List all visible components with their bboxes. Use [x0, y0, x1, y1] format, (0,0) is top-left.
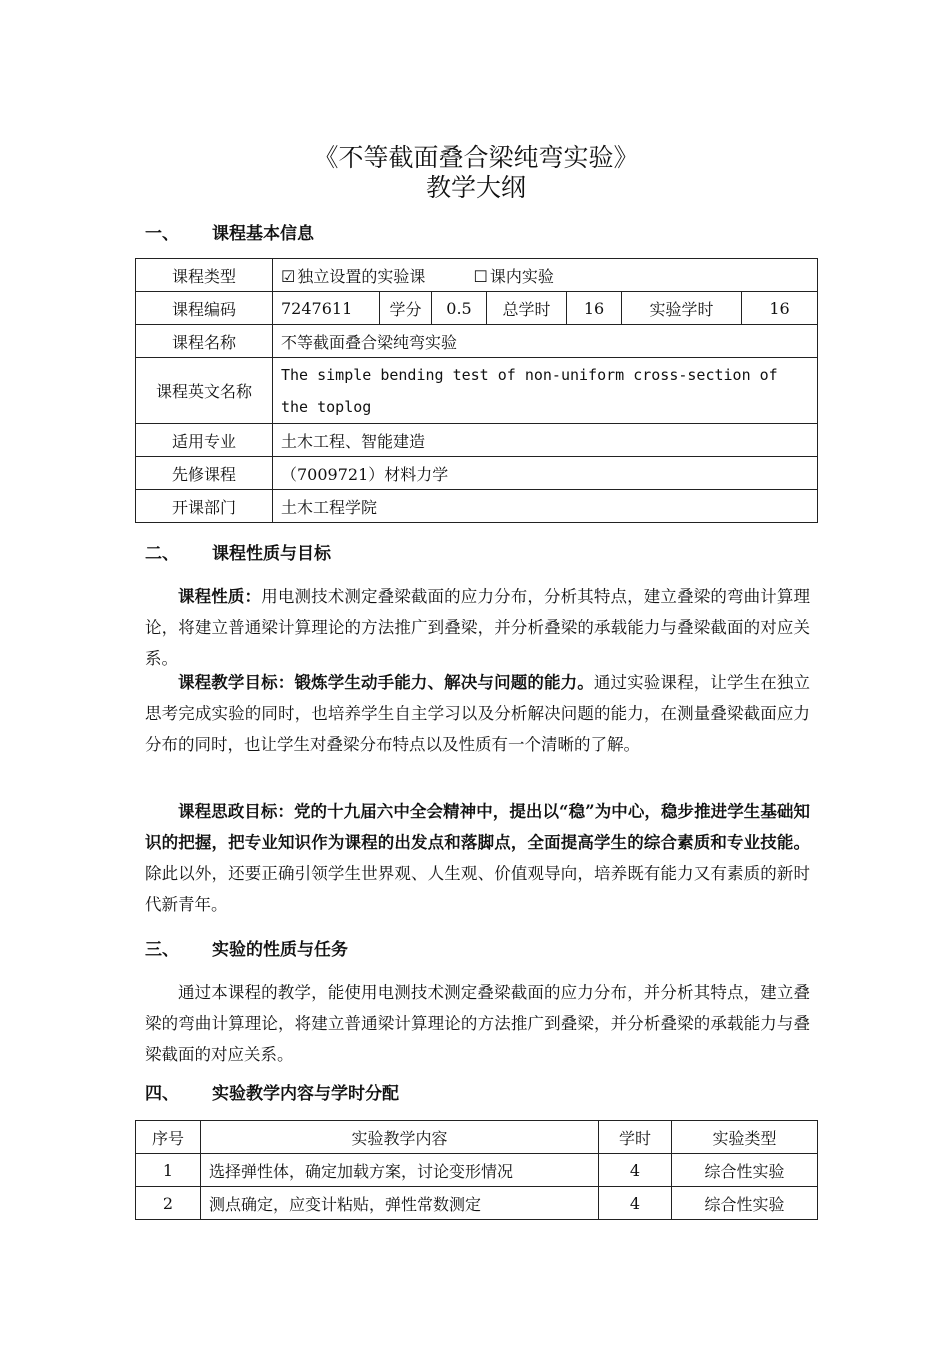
- course-type-option-1: 独立设置的实验课: [297, 266, 426, 286]
- ideology-goal-paragraph: [145, 796, 810, 920]
- row-hours: 4: [599, 1154, 672, 1187]
- course-info-table: [135, 258, 818, 523]
- section-heading-2: [145, 543, 331, 565]
- table-row: [136, 1187, 818, 1220]
- credit-value: 0.5: [432, 292, 487, 325]
- bold-lead: 课程思政目标：党的十九届六中全会精神中，提出以“稳”为中心，稳步推进学生基础知识的把握，把专业知识作为课程的出发点和落脚点，全面提高学生的综合素质和专业技能。: [145, 802, 810, 852]
- row-type: 综合性实验: [672, 1154, 818, 1187]
- lab-hours-value: 16: [742, 292, 818, 325]
- table-row: [136, 325, 818, 358]
- course-type-option-2: 课内实验: [489, 266, 554, 286]
- total-hours-label: 总学时: [487, 292, 567, 325]
- row-content: 测点确定，应变计粘贴，弹性常数测定: [201, 1187, 599, 1220]
- bold-lead: 课程性质：: [178, 587, 262, 606]
- paragraph-text: 用电测技术测定叠梁截面的应力分布，分析其特点，建立叠梁的弯曲计算理论，将建立普通梁计算理论的方法推广到叠梁，并分析叠梁的承载能力与叠梁截面的对应关系。: [145, 587, 811, 668]
- paragraph-text: 除此以外，还要正确引领学生世界观、人生观、价值观导向，培养既有能力又有素质的新时代新青年。: [145, 864, 810, 914]
- column-header: 实验类型: [672, 1121, 818, 1154]
- course-code-label: 课程编码: [136, 292, 273, 325]
- section-number: 三、: [145, 940, 179, 960]
- table-row: [136, 457, 818, 490]
- table-header-row: [136, 1121, 818, 1154]
- table-row: [136, 1154, 818, 1187]
- column-header: 序号: [136, 1121, 201, 1154]
- course-name-label: 课程名称: [136, 325, 273, 358]
- bold-lead: 课程教学目标：锻炼学生动手能力、解决与问题的能力。: [178, 673, 594, 692]
- column-header: 实验教学内容: [201, 1121, 599, 1154]
- english-name-label: 课程英文名称: [136, 358, 273, 424]
- content-hours-table: [135, 1120, 818, 1220]
- section-number: 一、: [145, 224, 179, 244]
- section-heading-4: [145, 1083, 399, 1105]
- row-type: 综合性实验: [672, 1187, 818, 1220]
- row-hours: 4: [599, 1187, 672, 1220]
- credit-label: 学分: [380, 292, 432, 325]
- course-type-value: [273, 259, 818, 292]
- section-title: 实验教学内容与学时分配: [212, 1084, 399, 1104]
- row-number: 2: [136, 1187, 201, 1220]
- section-title: 课程性质与目标: [212, 544, 331, 564]
- column-header: 学时: [599, 1121, 672, 1154]
- prerequisite-value: （7009721）材料力学: [273, 457, 818, 490]
- course-nature-paragraph: [145, 581, 810, 674]
- department-label: 开课部门: [136, 490, 273, 523]
- table-row: [136, 424, 818, 457]
- paragraph-text: 通过实验课程，让学生在独立思考完成实验的同时，也培养学生自主学习以及分析解决问题的能力，在测量叠梁截面应力分布的同时，也让学生对叠梁分布特点以及性质有一个清晰的了解。: [145, 673, 811, 754]
- task-paragraph: 通过本课程的教学，能使用电测技术测定叠梁截面的应力分布，并分析其特点，建立叠梁的弯曲计算理论，将建立普通梁计算理论的方法推广到叠梁，并分析叠梁的承载能力与叠梁截面的对应关系。: [145, 983, 810, 1064]
- lab-hours-label: 实验学时: [622, 292, 742, 325]
- prerequisite-label: 先修课程: [136, 457, 273, 490]
- teaching-goal-paragraph: [145, 667, 810, 760]
- row-content: 选择弹性体，确定加载方案，讨论变形情况: [201, 1154, 599, 1187]
- section-heading-1: [145, 223, 314, 245]
- course-type-label: 课程类型: [136, 259, 273, 292]
- table-row: [136, 358, 818, 424]
- checkbox-checked-icon[interactable]: ☑: [281, 266, 296, 286]
- row-number: 1: [136, 1154, 201, 1187]
- table-row: [136, 259, 818, 292]
- total-hours-value: 16: [567, 292, 622, 325]
- table-row: [136, 292, 818, 325]
- checkbox-empty-icon[interactable]: ☐: [473, 266, 488, 286]
- department-value: 土木工程学院: [273, 490, 818, 523]
- course-code-value: 7247611: [273, 292, 380, 325]
- section-title: 实验的性质与任务: [212, 940, 348, 960]
- major-label: 适用专业: [136, 424, 273, 457]
- document-subtitle: 教学大纲: [425, 173, 526, 202]
- section-number: 二、: [145, 544, 179, 564]
- section-number: 四、: [145, 1084, 179, 1104]
- table-row: [136, 490, 818, 523]
- course-name-value: 不等截面叠合梁纯弯实验: [273, 325, 818, 358]
- english-name-value: The simple bending test of non-uniform cross-section of the toplog: [273, 358, 818, 424]
- section-title: 课程基本信息: [212, 224, 314, 244]
- document-title: 《不等截面叠合梁纯弯实验》: [313, 143, 639, 172]
- major-value: 土木工程、智能建造: [273, 424, 818, 457]
- section-heading-3: [145, 939, 348, 961]
